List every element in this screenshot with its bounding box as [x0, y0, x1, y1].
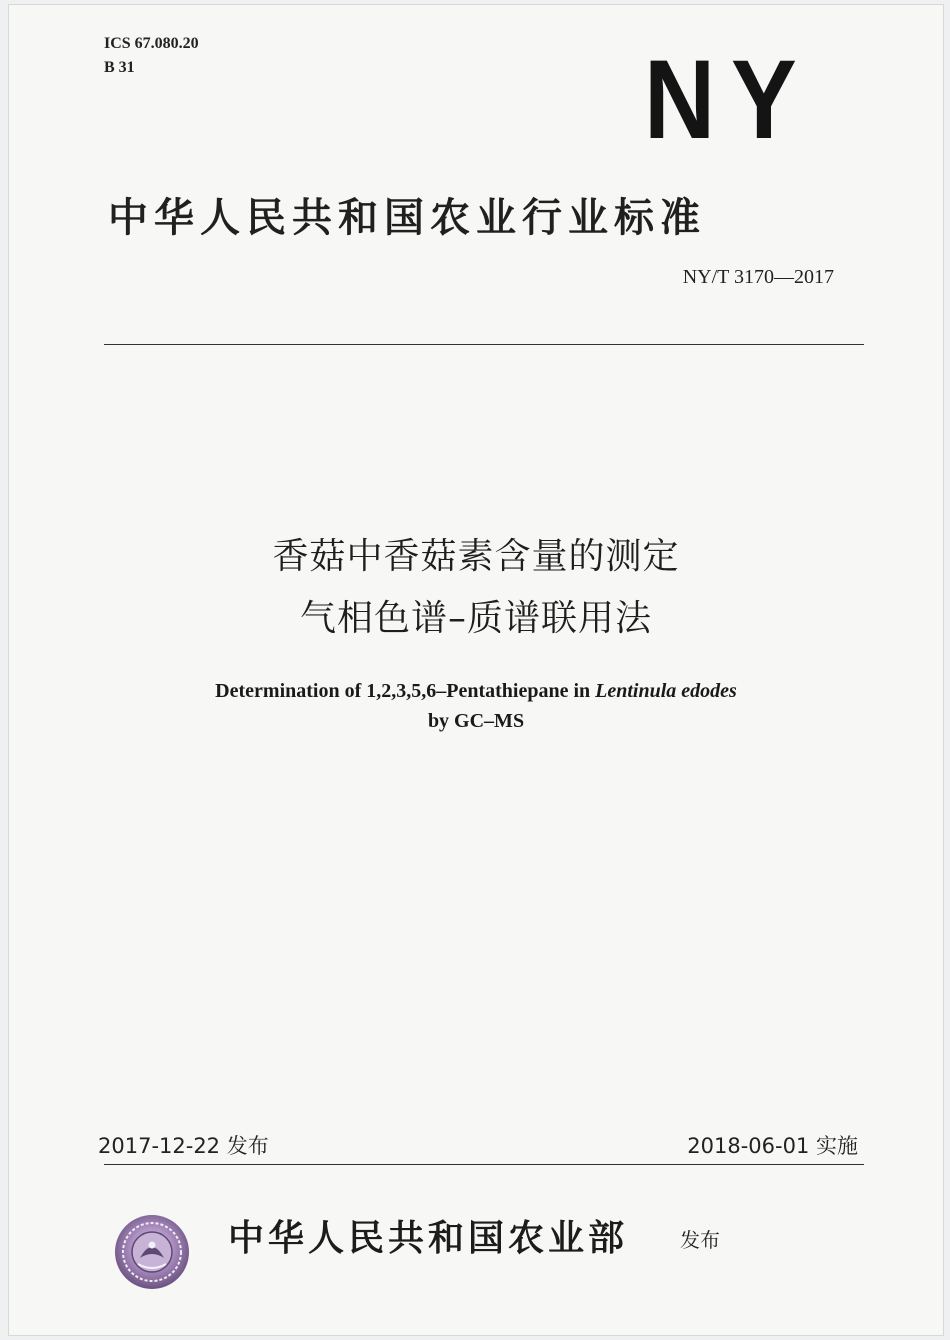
national-emblem-icon — [114, 1214, 190, 1290]
classification-codes — [104, 32, 199, 80]
chinese-title-line-2: 气相色谱–质谱联用法 — [299, 598, 652, 639]
publish-label: 发布 — [680, 1228, 720, 1252]
bottom-divider — [104, 1164, 864, 1165]
ccs-code: B 31 — [104, 59, 135, 76]
publisher-name: 中华人民共和国农业部 — [228, 1217, 629, 1259]
implementation-date: 2018-06-01 实施 — [687, 1134, 858, 1158]
chinese-title-line-1: 香菇中香菇素含量的测定 — [272, 536, 680, 577]
issue-date: 2017-12-22 发布 — [98, 1134, 269, 1158]
top-divider — [104, 344, 864, 345]
english-title-line-1 — [8, 676, 944, 706]
ics-code: ICS 67.080.20 — [104, 35, 199, 52]
standard-number: NY/T 3170—2017 — [682, 266, 834, 288]
english-title-line-2: by GC–MS — [427, 710, 525, 732]
standard-category-title: 中华人民共和国农业行业标准 — [108, 195, 706, 241]
ny-standard-mark: NY — [644, 37, 813, 162]
english-title-species: Lentinula edodes — [595, 680, 737, 702]
english-title-prefix: Determination of 1,2,3,5,6–Pentathiepane in — [215, 680, 596, 702]
document-page — [8, 4, 944, 1336]
